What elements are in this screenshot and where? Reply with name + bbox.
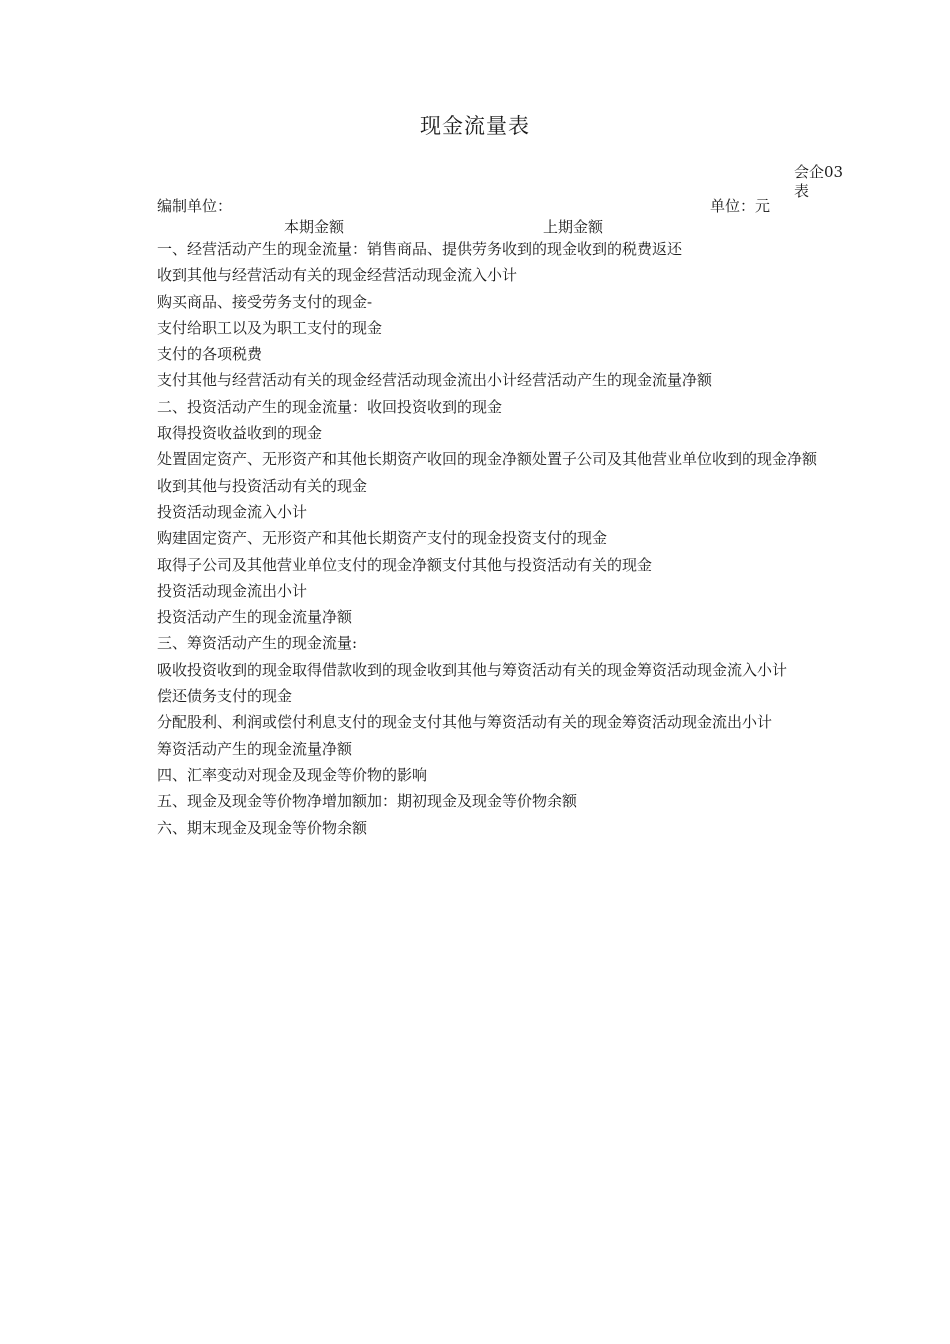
statement-line: 三、筹资活动产生的现金流量: <box>157 634 358 653</box>
statement-line: 投资活动现金流入小计 <box>157 502 308 521</box>
statement-line: 四、汇率变动对现金及现金等价物的影响 <box>157 765 428 784</box>
statement-line: 二、投资活动产生的现金流量：收回投资收到的现金 <box>157 397 503 416</box>
statement-line: 购建固定资产、无形资产和其他长期资产支付的现金投资支付的现金 <box>157 529 608 548</box>
statement-line: 吸收投资收到的现金取得借款收到的现金收到其他与筹资活动有关的现金筹资活动现金流入小计 <box>157 660 788 679</box>
column-header-prior: 上期金额 <box>543 218 604 236</box>
statement-line: 六、期末现金及现金等价物余额 <box>157 818 368 837</box>
column-header-current: 本期金额 <box>284 218 345 236</box>
statement-line: 支付的各项税费 <box>157 345 263 364</box>
statement-line: 支付其他与经营活动有关的现金经营活动现金流出小计经营活动产生的现金流量净额 <box>157 371 713 390</box>
statement-line: 筹资活动产生的现金流量净额 <box>157 739 353 758</box>
form-code: 会企03表 <box>794 163 844 200</box>
statement-line: 投资活动产生的现金流量净额 <box>157 608 353 627</box>
statement-line: 五、现金及现金等价物净增加额加：期初现金及现金等价物余额 <box>157 792 578 811</box>
statement-line: 支付给职工以及为职工支付的现金 <box>157 318 383 337</box>
statement-line: 偿还债务支付的现金 <box>157 687 293 706</box>
statement-line: 投资活动现金流出小计 <box>157 581 308 600</box>
statement-line: 取得子公司及其他营业单位支付的现金净额支付其他与投资活动有关的现金 <box>157 555 653 574</box>
statement-lines <box>157 236 857 841</box>
statement-line: 购买商品、接受劳务支付的现金- <box>157 292 373 311</box>
unit-label: 单位：元 <box>710 197 771 215</box>
statement-line: 收到其他与经营活动有关的现金经营活动现金流入小计 <box>157 266 518 285</box>
statement-line: 收到其他与投资活动有关的现金 <box>157 476 368 495</box>
statement-line: 分配股利、利润或偿付利息支付的现金支付其他与筹资活动有关的现金筹资活动现金流出小计 <box>157 713 773 732</box>
prep-unit-label: 编制单位： <box>157 197 233 215</box>
statement-line: 取得投资收益收到的现金 <box>157 424 323 443</box>
statement-line: 处置固定资产、无形资产和其他长期资产收回的现金净额处置子公司及其他营业单位收到的现金净额 <box>157 450 818 469</box>
statement-line: 一、经营活动产生的现金流量：销售商品、提供劳务收到的现金收到的税费返还 <box>157 240 683 258</box>
page-title: 现金流量表 <box>420 114 530 138</box>
